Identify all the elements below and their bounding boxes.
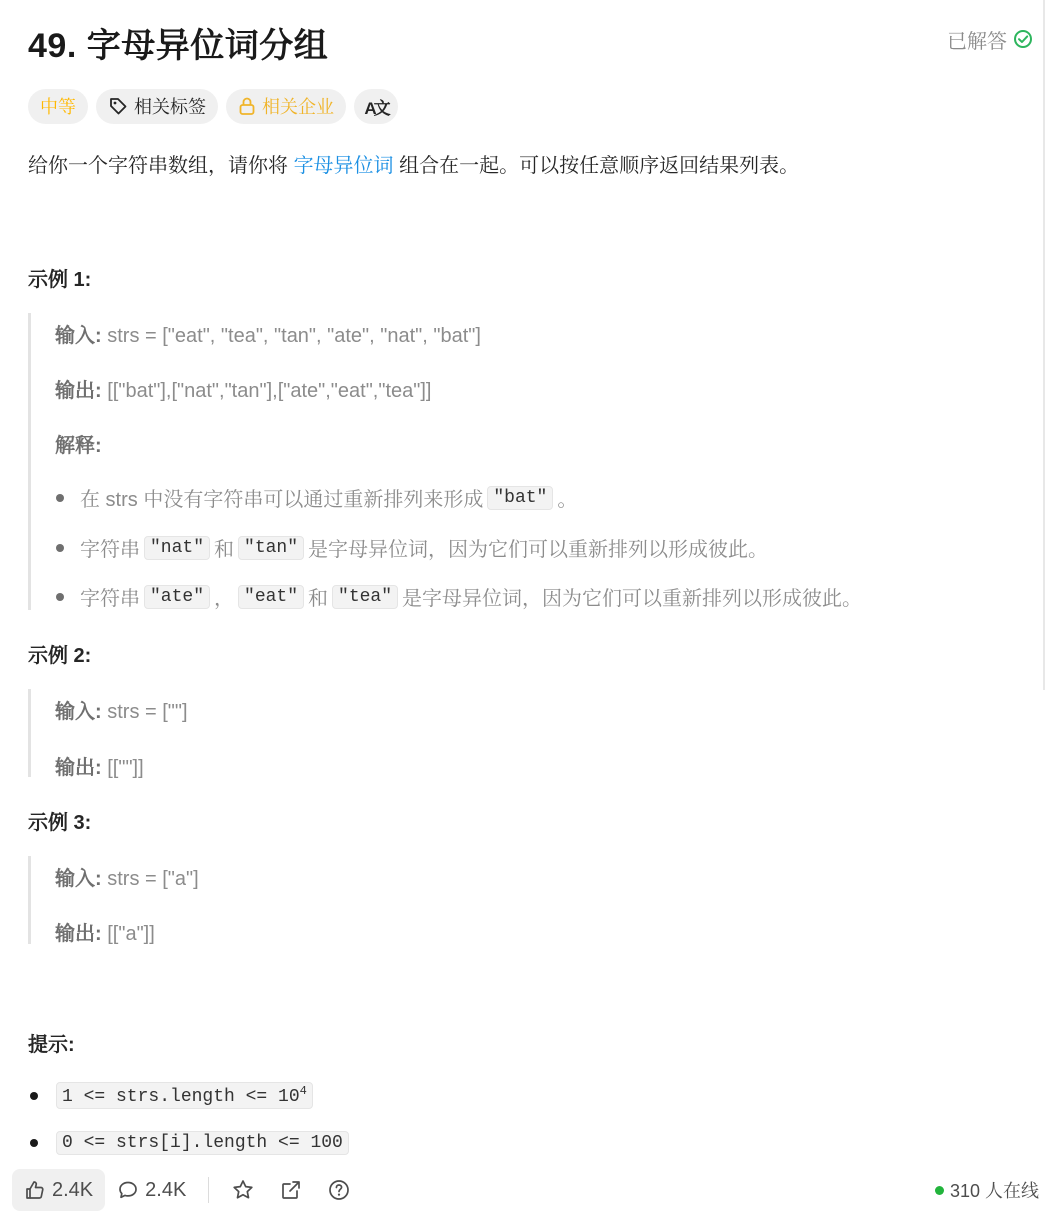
- example-1-block: [28, 313, 55, 610]
- inline-code: "nat": [144, 536, 210, 560]
- explain-label: 解释:: [55, 435, 102, 457]
- problem-header: [28, 20, 1033, 64]
- like-count: 2.4K: [52, 1178, 94, 1201]
- input-value: strs = [""]: [107, 701, 188, 723]
- related-tags-label: 相关标签: [134, 97, 206, 117]
- difficulty-label: 中等: [40, 97, 76, 117]
- constraint-text: 1 <= strs.length <= 10: [62, 1087, 300, 1107]
- output-label: 输出:: [55, 757, 102, 779]
- explain-text: 字符串: [80, 588, 140, 610]
- bullet-dot: [56, 494, 64, 502]
- related-companies-button[interactable]: [226, 89, 346, 124]
- online-dot: [935, 1186, 944, 1195]
- constraint-exponent: 4: [299, 1084, 307, 1098]
- explain-text: 在 strs 中没有字符串可以通过重新排列来形成: [80, 489, 484, 511]
- inline-code: "tea": [332, 585, 398, 609]
- bottom-toolbar: [12, 1168, 1039, 1212]
- like-button[interactable]: [12, 1169, 105, 1211]
- share-button[interactable]: [267, 1169, 315, 1211]
- output-value: [[""]]: [107, 757, 144, 779]
- external-link-icon: [279, 1178, 303, 1202]
- input-label: 输入:: [55, 325, 102, 347]
- hints-title: 提示:: [28, 1034, 75, 1056]
- list-item: [30, 1131, 353, 1155]
- example-3-output: [55, 917, 155, 946]
- list-item: [30, 1082, 317, 1109]
- related-tags-button[interactable]: [96, 89, 218, 124]
- problem-title[interactable]: 49. 字母异位词分组: [28, 26, 329, 65]
- translate-button[interactable]: [354, 89, 398, 124]
- explain-text: 字符串: [80, 539, 140, 561]
- inline-code: "bat": [487, 486, 553, 510]
- thumbs-up-icon: [24, 1179, 46, 1201]
- solved-status: [947, 25, 1033, 54]
- help-circle-icon: [327, 1178, 351, 1202]
- output-label: 输出:: [55, 923, 102, 945]
- comment-icon: [117, 1179, 139, 1201]
- explain-text: ，: [214, 588, 235, 610]
- problem-description: [28, 149, 799, 178]
- list-item: [56, 582, 862, 611]
- tag-row: [28, 88, 398, 124]
- input-value: strs = ["eat", "tea", "tan", "ate", "nat", "bat"]: [107, 325, 481, 347]
- constraint-code: 0 <= strs[i].length <= 100: [56, 1131, 349, 1155]
- difficulty-badge[interactable]: [28, 89, 88, 124]
- solved-label: 已解答: [947, 30, 1007, 53]
- online-indicator: [935, 1177, 1039, 1203]
- comment-count: 2.4K: [145, 1178, 187, 1201]
- favorite-button[interactable]: [219, 1169, 267, 1211]
- explain-text: 。: [557, 489, 578, 511]
- list-item: [56, 483, 577, 512]
- lock-icon: [238, 96, 256, 116]
- output-value: [["bat"],["nat","tan"],["ate","eat","tea"]]: [107, 380, 432, 402]
- bullet-dot: [56, 544, 64, 552]
- example-2-input: [55, 695, 188, 724]
- explain-text: 是字母异位词，因为它们可以重新排列以形成彼此。: [402, 588, 863, 610]
- list-item: [56, 533, 768, 562]
- toolbar-divider: [208, 1177, 209, 1203]
- example-1-title: 示例 1:: [28, 269, 92, 291]
- anagram-link[interactable]: 字母异位词: [293, 155, 394, 177]
- explain-text: 是字母异位词，因为它们可以重新排列以形成彼此。: [308, 539, 769, 561]
- tag-icon: [108, 96, 128, 116]
- check-circle-icon: [1013, 29, 1033, 49]
- bullet-dot: [56, 593, 64, 601]
- description-suffix: 组合在一起。可以按任意顺序返回结果列表。: [399, 155, 800, 177]
- example-1-input: [55, 319, 481, 348]
- example-2-title: 示例 2:: [28, 645, 92, 667]
- output-value: [["a"]]: [107, 923, 155, 945]
- example-3-block: [28, 856, 55, 944]
- star-icon: [231, 1178, 255, 1202]
- description-prefix: 给你一个字符串数组，请你将: [28, 155, 288, 177]
- online-count: 310 人在线: [949, 1181, 1039, 1201]
- example-1-output: [55, 374, 431, 403]
- output-label: 输出:: [55, 380, 102, 402]
- example-3-input: [55, 862, 199, 891]
- inline-code: "tan": [238, 536, 304, 560]
- input-label: 输入:: [55, 868, 102, 890]
- example-1-explain: [55, 429, 102, 458]
- inline-code: "ate": [144, 585, 210, 609]
- explain-text: 和: [214, 539, 235, 561]
- comments-button[interactable]: [105, 1169, 198, 1211]
- example-2-block: [28, 689, 55, 777]
- bullet-dot: [30, 1092, 38, 1100]
- translate-icon: A文: [364, 98, 388, 118]
- input-label: 输入:: [55, 701, 102, 723]
- help-button[interactable]: [315, 1169, 363, 1211]
- example-2-output: [55, 751, 144, 780]
- example-3-title: 示例 3:: [28, 812, 92, 834]
- constraint-code: [56, 1082, 313, 1109]
- input-value: strs = ["a"]: [107, 868, 199, 890]
- explain-text: 和: [308, 588, 329, 610]
- inline-code: "eat": [238, 585, 304, 609]
- bullet-dot: [30, 1139, 38, 1147]
- related-companies-label: 相关企业: [262, 97, 334, 117]
